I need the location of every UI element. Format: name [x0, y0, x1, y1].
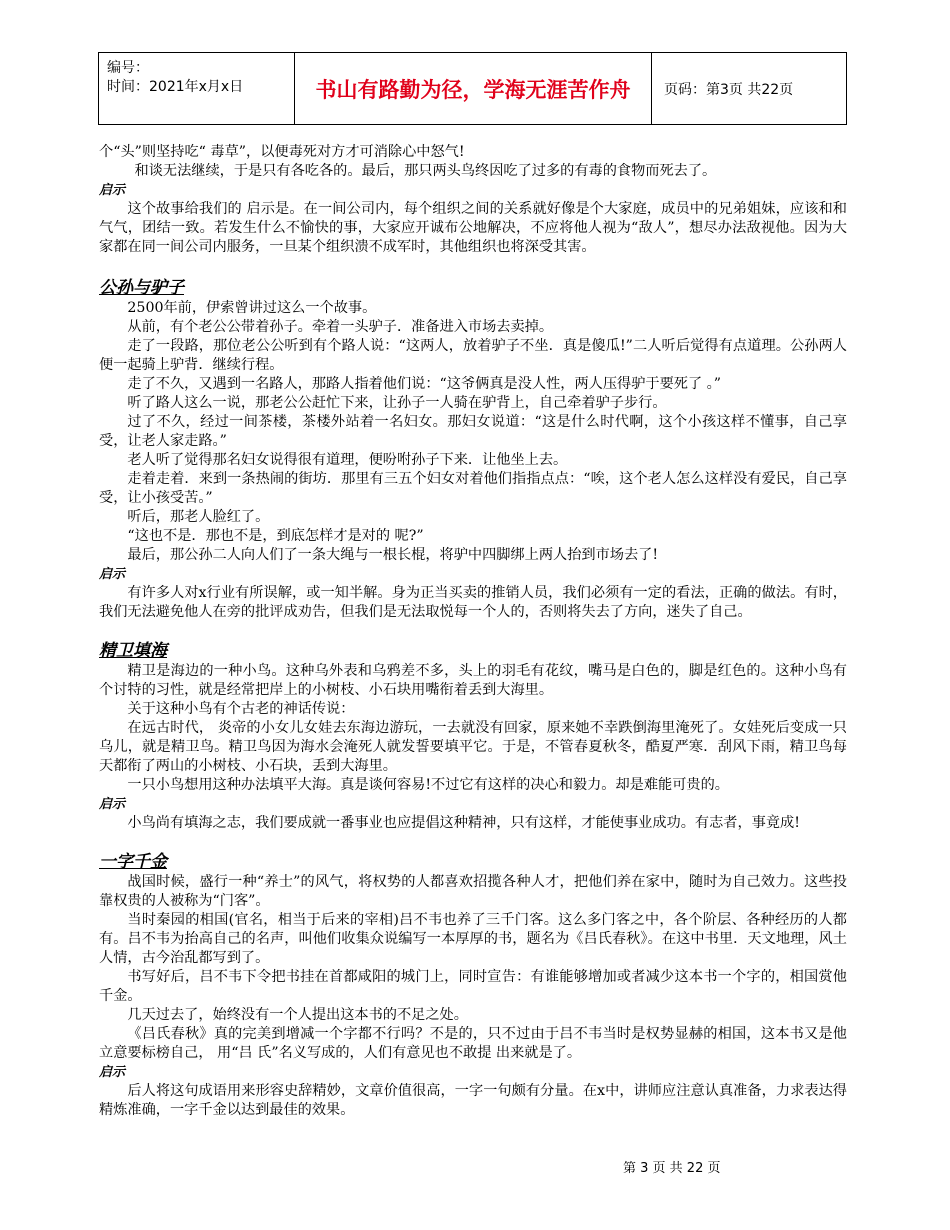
lesson-text: 这个故事给我们的 启示是。在一间公司内，每个组织之间的关系就好像是个大家庭，成员中的兄弟姐妹，应该和和气气，团结一致。若发生什么不愉快的事，大家应开诚布公地解决，不应将他人视为“敌人”，想尽办法敌视他。因为大家都在同一间公司内服务，一旦某个组织溃不成军时，其他组织也将深受其害。: [99, 201, 847, 255]
paragraph: 精卫是海边的一种小鸟。这种乌外表和乌鸦差不多，头上的羽毛有花纹，嘴马是白色的，脚是红色的。这种小鸟有个讨特的习性，就是经常把岸上的小树枝、小石块用嘴衔着丢到大海里。: [99, 663, 847, 698]
paragraph: 战国时候，盛行一种“养士”的风气，将权势的人都喜欢招揽各种人才，把他们养在家中，随时为自己效力。这些投靠权贵的人被称为“门客”。: [99, 874, 847, 909]
lesson-text: 有许多人对x行业有所误解，或一知半解。身为正当买卖的推销人员，我们必须有一定的看法，正确的做法。有时，我们无法避免他人在旁的批评成劝告，但我们是无法取悦每一个人的，否则将失去了方向，迷失了自己。: [99, 585, 847, 620]
paragraph: 关于这种小鸟有个古老的神话传说：: [127, 701, 355, 717]
paragraph: 和谈无法继续，于是只有各吃各的。最后，那只两头鸟终因吃了过多的有毒的食物而死去了。: [134, 163, 717, 179]
paragraph: 走了不久，又遇到一名路人，那路人指着他们说：“这爷俩真是没人性，两人压得驴于要死了 。”: [127, 376, 721, 392]
section-title: 精卫填海: [99, 641, 167, 661]
paragraph: 听后，那老人脸红了。: [127, 509, 270, 525]
section-title: 一字千金: [99, 852, 167, 872]
lesson-label: 启示: [99, 183, 126, 198]
header-page-info: 页码：第3页 共22页: [664, 81, 794, 98]
paragraph: 在远古时代， 炎帝的小女儿女娃去东海边游玩，一去就没有回家，原来她不幸跌倒海里淹死了。女娃死后变成一只乌儿，就是精卫鸟。精卫鸟因为海水会淹死人就发誓要填平它。于是，不管春夏秋冬，酷夏严寒．刮风下雨，精卫鸟每天都衔了两山的小树枝、小石块，丢到大海里。: [99, 720, 847, 774]
paragraph: 最后，那公孙二人向人们了一条大绳与一根长棍，将驴中四脚绑上两人抬到市场去了!: [127, 547, 659, 563]
lesson-label: 启示: [99, 567, 126, 582]
page-header: [98, 52, 847, 125]
paragraph: 走着走着．来到一条热闹的街坊．那里有三五个妇女对着他们指指点点：“唉，这个老人怎么这样没有爱民，自己享受，让小孩受苦。”: [99, 471, 847, 506]
paragraph: 老人听了觉得那名妇女说得很有道理，便吩咐孙子下来．让他坐上去。: [127, 452, 568, 468]
lesson-label: 启示: [99, 1065, 126, 1080]
lesson-text: 小鸟尚有填海之志，我们要成就一番事业也应提倡这种精神，只有这样，才能使事业成功。有志者，事竟成!: [127, 815, 800, 831]
header-meta: [99, 53, 295, 124]
paragraph: 一只小鸟想用这种办法填平大海。真是谈何容易!不过它有这样的决心和毅力。却是难能可贵的。: [127, 777, 729, 793]
lesson-label: 启示: [99, 797, 126, 812]
lesson-text: 后人将这句成语用来形容史辞精妙，文章价值很高，一字一句颇有分量。在x中，讲师应注意认真准备，力求表达得精炼准确，一字千金以达到最佳的效果。: [99, 1083, 847, 1118]
number-label: 编号：: [107, 60, 149, 76]
page-footer: 第 3 页 共 22 页: [623, 1161, 721, 1176]
paragraph: 《吕氏春秋》真的完美到增减一个字都不行吗？不是的，只不过由于吕不韦当时是权势显赫的相国，这本书又是他立意要标榜自己， 用“吕 氏”名义写成的，人们有意见也不敢提 出来就是了。: [99, 1026, 847, 1061]
paragraph: “这也不是．那也不是，到底怎样才是对的 呢?”: [127, 528, 424, 544]
document-body: [99, 143, 847, 1120]
paragraph: 个“头”则坚持吃“ 毒草”，以便毒死对方才可消除心中怒气!: [99, 144, 465, 160]
paragraph: 几天过去了，始终没有一个人提出这本书的不足之处。: [127, 1007, 468, 1023]
paragraph: 听了路人这么一说，那老公公赶忙下来，让孙子一人骑在驴背上，自己牵着驴子步行。: [127, 395, 667, 411]
paragraph: 走了一段路，那位老公公听到有个路人说：“这两人，放着驴子不坐．真是傻瓜!”二人听后觉得有点道理。公孙两人便一起骑上驴背．继续行程。: [99, 338, 847, 373]
paragraph: 书写好后，吕不韦下令把书挂在首都咸阳的城门上，同时宣告：有谁能够增加或者减少这本书一个字的，相国赏他千金。: [99, 969, 847, 1004]
paragraph: 过了不久，经过一间茶楼，茶楼外站着一名妇女。那妇女说道：“这是什么时代啊，这个小孩这样不懂事，自己享受，让老人家走路。”: [99, 414, 847, 449]
time-label: 时间：2021年x月x日: [107, 79, 244, 95]
paragraph: 2500年前，伊索曾讲过这么一个故事。: [127, 300, 377, 316]
section-title: 公孙与驴子: [99, 278, 184, 298]
header-motto: 书山有路勤为径，学海无涯苦作舟: [295, 53, 652, 124]
paragraph: 从前，有个老公公带着孙子。牵着一头驴子．准备进入市场去卖掉。: [127, 319, 554, 335]
paragraph: 当时秦园的相国(官名，相当于后来的宰相)吕不韦也养了三千门客。这么多门客之中，各个阶层、各种经历的人都有。吕不韦为抬高自己的名声，叫他们收集众说编写一本厚厚的书，题名为《吕氏春秋》。在这中书里．天文地理，风土人情，古今治乱都写到了。: [99, 912, 847, 966]
